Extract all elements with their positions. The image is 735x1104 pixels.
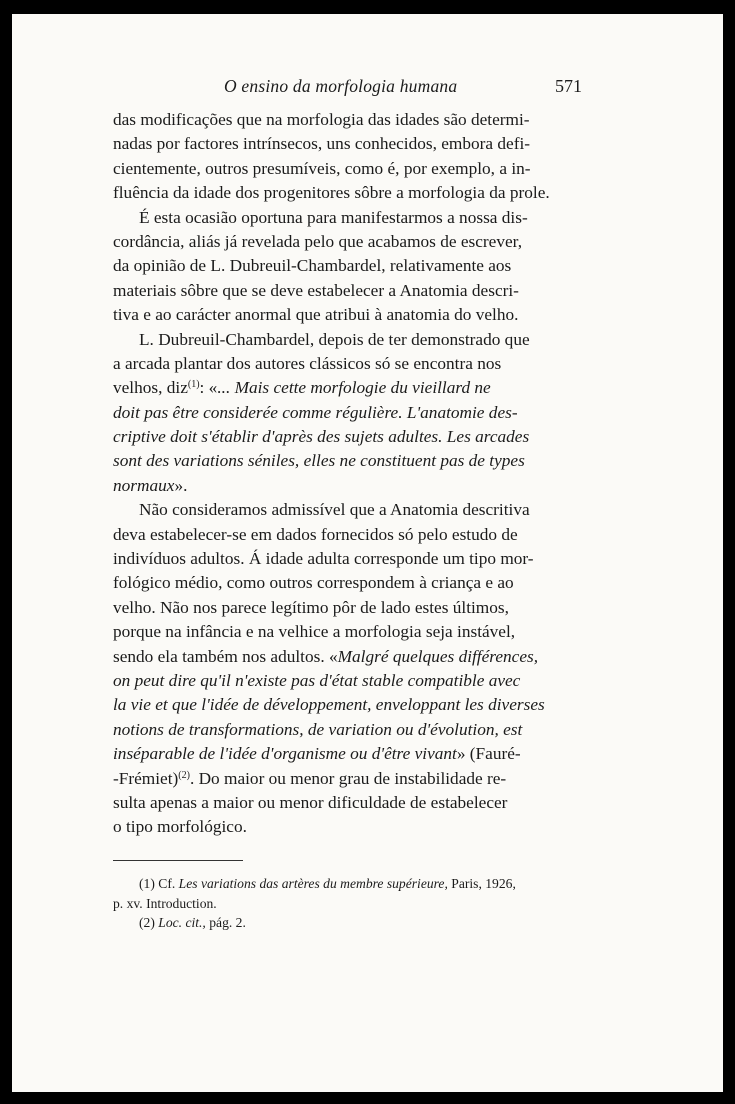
text-line: É esta ocasião oportuna para manifestarmos a nossa dis- [139, 207, 528, 227]
text-run: -Frémiet) [113, 768, 179, 788]
text-run: pág. 2. [205, 915, 246, 930]
text-line: materiais sôbre que se deve estabelecer a Anatomia descri- [113, 280, 519, 300]
page-number: 571 [555, 76, 582, 96]
text-line: fluência da idade dos progenitores sôbre a morfologia da prole. [113, 183, 550, 203]
running-header [12, 76, 723, 104]
text-line [113, 742, 585, 766]
text-line: cordância, aliás já revelada pelo que acabamos de escrever, [113, 231, 523, 251]
text-line: fológico médio, como outros correspondem à criança e ao [113, 573, 514, 593]
footnote-1 [113, 874, 585, 913]
paragraph-4 [113, 498, 585, 839]
footnote-mark: (1) [139, 876, 155, 891]
text-line: Não consideramos admissível que a Anatomia descritiva [139, 500, 530, 520]
text-run: » (Fauré- [456, 744, 521, 764]
footnote-line [113, 874, 585, 894]
text-run: : « [199, 378, 218, 398]
header-title: O ensino da morfologia humana [224, 76, 458, 96]
text-run: . Do maior ou menor grau de instabilidade re- [189, 768, 507, 788]
text-run: Cf. [154, 876, 179, 891]
paragraph-1 [113, 108, 585, 206]
text-run: velhos, diz [113, 378, 188, 398]
footnote-line [113, 913, 585, 933]
footnote-title: Les variations das artères du membre supérieure, [178, 876, 448, 891]
text-line: velho. Não nos parece legítimo pôr de lado estes últimos, [113, 597, 509, 617]
quote-text: normaux [113, 475, 175, 495]
quote-line: sont des variations séniles, elles ne constituent pas de types [113, 451, 525, 471]
footnotes [113, 874, 585, 933]
body-text [113, 108, 585, 840]
footnote-line: p. xv. Introduction. [113, 895, 217, 911]
document-page [12, 14, 723, 1092]
paragraph-2 [113, 206, 585, 328]
text-run: Paris, 1926, [447, 876, 516, 891]
quote-line: on peut dire qu'il n'existe pas d'état stable compatible avec [113, 670, 521, 690]
quote-text: inséparable de l'idée d'organisme ou d'être vivant [113, 744, 457, 764]
quote-text: ... Mais cette morfologie du vieillard ne [217, 378, 491, 398]
text-line [113, 645, 585, 669]
text-run: ». [174, 475, 188, 495]
footnote-divider [113, 860, 243, 861]
quote-text: Malgré quelques différences, [337, 646, 539, 666]
text-line: das modificações que na morfologia das idades são determi- [113, 110, 530, 129]
text-line: a arcada plantar dos autores clássicos só se encontra nos [113, 353, 502, 373]
footnote-ref-1[interactable]: (1) [187, 379, 200, 391]
text-line: o tipo morfológico. [113, 817, 247, 837]
text-line [113, 767, 585, 791]
footnote-title: Loc. cit., [154, 915, 206, 930]
text-line [113, 376, 585, 400]
footnote-ref-2[interactable]: (2) [178, 769, 190, 781]
text-line: tiva e ao carácter anormal que atribui à anatomia do velho. [113, 305, 519, 325]
text-line: deva estabelecer-se em dados fornecidos só pelo estudo de [113, 524, 518, 544]
text-line: da opinião de L. Dubreuil-Chambardel, relativamente aos [113, 256, 512, 276]
text-run: sendo ela também nos adultos. « [113, 646, 338, 666]
text-line [113, 474, 585, 498]
text-line: nadas por factores intrínsecos, uns conhecidos, embora defi- [113, 134, 531, 154]
quote-line: criptive doit s'établir d'après des sujets adultes. Les arcades [113, 427, 530, 447]
text-line: indivíduos adultos. Á idade adulta corresponde um tipo mor- [113, 549, 534, 569]
footnote-2 [113, 913, 585, 933]
quote-line: notions de transformations, de variation ou d'évolution, est [113, 719, 523, 739]
text-line: sulta apenas a maior ou menor dificuldade de estabelecer [113, 792, 508, 812]
quote-line: doit pas être considerée comme régulière. L'anatomie des- [113, 402, 518, 422]
text-line: cientemente, outros presumíveis, como é, por exemplo, a in- [113, 158, 531, 178]
paragraph-3 [113, 328, 585, 499]
text-line: L. Dubreuil-Chambardel, depois de ter demonstrado que [139, 329, 530, 349]
footnote-mark: (2) [139, 915, 155, 930]
text-line: porque na infância e na velhice a morfologia seja instável, [113, 622, 516, 642]
quote-line: la vie et que l'idée de développement, enveloppant les diverses [113, 695, 545, 715]
